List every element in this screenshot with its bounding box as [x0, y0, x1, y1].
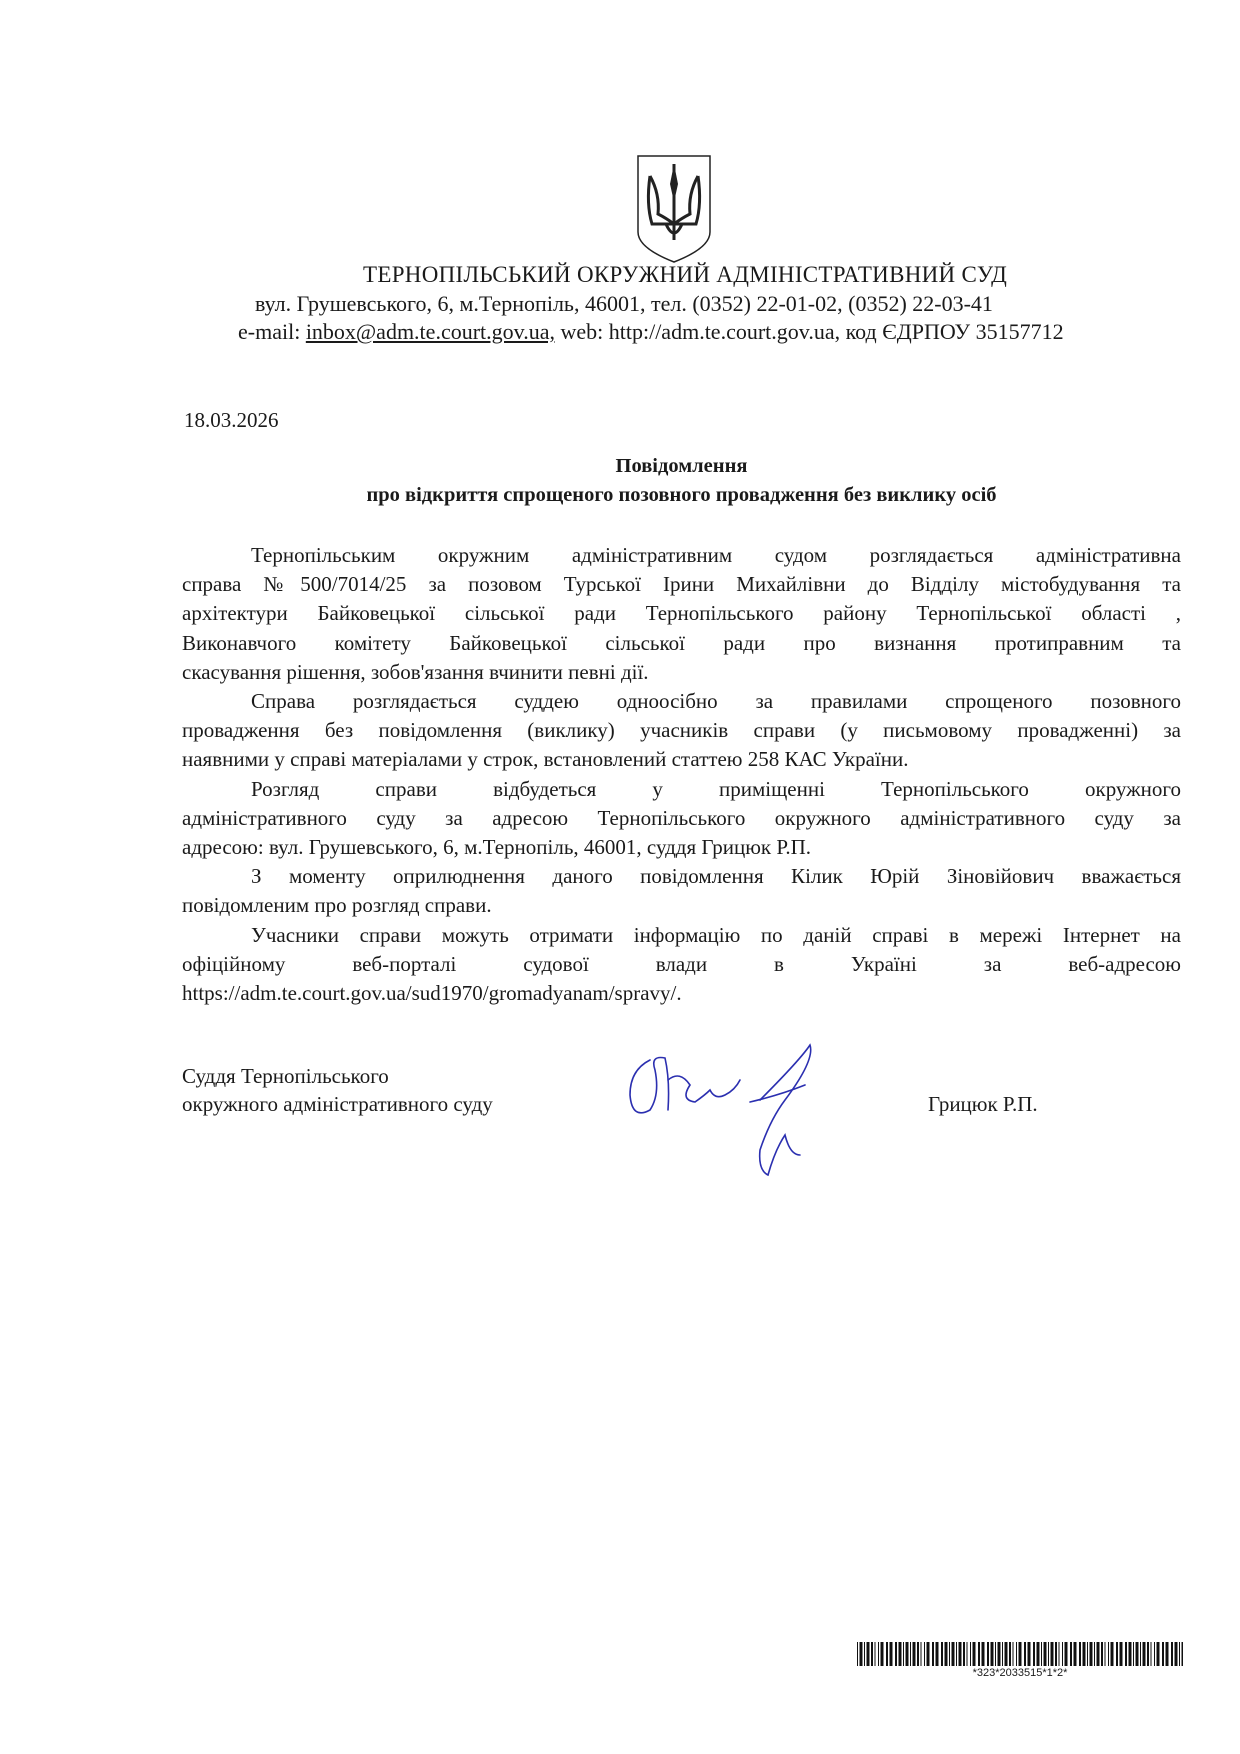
- barcode-bar: [1147, 1642, 1149, 1666]
- coat-of-arms-emblem: [636, 154, 712, 264]
- barcode-bar: [1162, 1642, 1164, 1666]
- paragraph-3-line: адресою: вул. Грушевського, 6, м.Тернопіль, 46001, суддя Грицюк Р.П.: [182, 835, 812, 860]
- barcode-bar: [941, 1642, 943, 1666]
- barcode-bar: [1016, 1642, 1017, 1666]
- barcode-bar: [1120, 1642, 1123, 1666]
- document-body: [182, 541, 1181, 1008]
- barcode-bar: [1136, 1642, 1139, 1666]
- barcode-bar: [995, 1642, 996, 1666]
- barcode-bar: [1059, 1642, 1060, 1666]
- barcode-bar: [1166, 1642, 1169, 1666]
- barcode-bar: [1087, 1642, 1088, 1666]
- document-date: 18.03.2026: [184, 408, 279, 432]
- paragraph-1-line: скасування рішення, зобов'язання вчинити певні дії.: [182, 659, 649, 684]
- barcode-bar: [890, 1642, 893, 1666]
- barcode-bar: [1101, 1642, 1103, 1666]
- barcode-bar: [1133, 1642, 1134, 1666]
- barcode-bar: [1024, 1642, 1026, 1666]
- barcode-bar: [978, 1642, 980, 1666]
- barcode-bar: [860, 1642, 863, 1666]
- barcode-bar: [945, 1642, 948, 1666]
- email-label: e-mail:: [238, 319, 306, 344]
- signer-position-line1: Суддя Тернопільського: [182, 1064, 389, 1088]
- barcode-bar: [867, 1642, 870, 1666]
- barcode-bar: [963, 1642, 965, 1666]
- barcode-bar: [1140, 1642, 1141, 1666]
- paragraph-2-line: наявними у справі матеріалами у строк, встановлений статтею 258 КАС України.: [182, 747, 909, 772]
- barcode-bar: [1002, 1642, 1003, 1666]
- court-name: ТЕРНОПІЛЬСЬКИЙ ОКРУЖНИЙ АДМІНІСТРАТИВНИЙ СУД: [363, 262, 1008, 287]
- paragraph-3-line: Розгляд справи відбудеться у приміщенні Тернопільського окружного: [251, 776, 1181, 801]
- paragraph-5-line: https://adm.te.court.gov.ua/sud1970/gromadyanam/spravy/.: [182, 981, 682, 1006]
- paragraph-1-line: архітектури Байковецької сільської ради Тернопільського району Тернопільської області ,: [182, 601, 1181, 626]
- paragraph-2-line: Справа розглядається суддею одноосібно за правилами спрощеного позовного: [251, 689, 1181, 714]
- barcode-bar: [1051, 1642, 1054, 1666]
- barcode-bar: [921, 1642, 922, 1666]
- signer-name: Грицюк Р.П.: [928, 1092, 1038, 1116]
- barcode-bar: [1090, 1642, 1093, 1666]
- barcode-bar: [913, 1642, 916, 1666]
- barcode-bar: [1182, 1642, 1184, 1666]
- paragraph-4-line: З моменту оприлюднення даного повідомлення Кілик Юрій Зіновійович вважається: [251, 864, 1181, 889]
- barcode-bar: [932, 1642, 934, 1666]
- court-contacts: [238, 319, 1240, 345]
- barcode-bar: [1083, 1642, 1086, 1666]
- email-link[interactable]: inbox@adm.te.court.gov.ua,: [305, 319, 555, 344]
- barcode-bar: [917, 1642, 919, 1666]
- barcode-bar: [973, 1642, 976, 1666]
- barcode-bar: [952, 1642, 955, 1666]
- document-title: Повідомлення: [615, 455, 748, 477]
- barcode-bar: [1094, 1642, 1095, 1666]
- web-and-code: web: http://adm.te.court.gov.ua, код ЄДРПОУ 35157712: [554, 319, 1064, 344]
- paragraph-2-line: провадження без повідомлення (виклику) учасників справи (у письмовому провадженні) за: [182, 718, 1181, 743]
- barcode-bar: [899, 1642, 902, 1666]
- barcode: [857, 1642, 1183, 1666]
- barcode-bar: [857, 1642, 858, 1666]
- handwritten-signature: [610, 1040, 850, 1180]
- document-subtitle: про відкриття спрощеного позовного провадження без виклику осіб: [366, 484, 997, 506]
- barcode-bar: [903, 1642, 904, 1666]
- barcode-bar: [1108, 1642, 1109, 1666]
- barcode-bar: [970, 1642, 971, 1666]
- barcode-bar: [878, 1642, 879, 1666]
- paragraph-3-line: адміністративного суду за адресою Тернопільського окружного адміністративного суду за: [182, 805, 1181, 830]
- barcode-bar: [967, 1642, 968, 1666]
- paragraph-5-line: Учасники справи можуть отримати інформацію по даній справі в мережі Інтернет на: [251, 922, 1181, 947]
- barcode-bar: [1019, 1642, 1022, 1666]
- barcode-bar: [1005, 1642, 1008, 1666]
- barcode-bar: [959, 1642, 962, 1666]
- barcode-bar: [886, 1642, 888, 1666]
- barcode-bar: [1013, 1642, 1014, 1666]
- barcode-bar: [956, 1642, 957, 1666]
- barcode-bar: [1044, 1642, 1047, 1666]
- barcode-bar: [927, 1642, 930, 1666]
- barcode-bar: [1111, 1642, 1114, 1666]
- barcode-bar: [949, 1642, 950, 1666]
- paragraph-1-line: Виконавчого комітету Байковецької сільської ради про визнання протиправним та: [182, 630, 1181, 655]
- barcode-bar: [1070, 1642, 1072, 1666]
- barcode-bar: [1048, 1642, 1049, 1666]
- barcode-bar: [1125, 1642, 1127, 1666]
- barcode-bar: [991, 1642, 994, 1666]
- court-address: вул. Грушевського, 6, м.Тернопіль, 46001, тел. (0352) 22-01-02, (0352) 22-03-41: [255, 291, 993, 316]
- barcode-bar: [1143, 1642, 1146, 1666]
- barcode-bar: [1175, 1642, 1178, 1666]
- barcode-bar: [1009, 1642, 1011, 1666]
- barcode-number: *323*2033515*1*2*: [972, 1667, 1068, 1679]
- signer-position-line2: окружного адміністративного суду: [182, 1092, 493, 1116]
- barcode-bar: [1171, 1642, 1173, 1666]
- barcode-bar: [982, 1642, 985, 1666]
- barcode-bar: [871, 1642, 873, 1666]
- barcode-bar: [1157, 1642, 1160, 1666]
- barcode-bar: [998, 1642, 1001, 1666]
- barcode-bar: [1179, 1642, 1180, 1666]
- barcode-bar: [1097, 1642, 1100, 1666]
- barcode-bar: [936, 1642, 939, 1666]
- barcode-bar: [924, 1642, 925, 1666]
- barcode-bar: [1055, 1642, 1057, 1666]
- barcode-bar: [1062, 1642, 1063, 1666]
- barcode-bar: [881, 1642, 884, 1666]
- barcode-bar: [906, 1642, 909, 1666]
- barcode-bar: [1033, 1642, 1035, 1666]
- barcode-bar: [1154, 1642, 1155, 1666]
- barcode-bar: [1041, 1642, 1042, 1666]
- barcode-bar: [987, 1642, 989, 1666]
- barcode-bar: [895, 1642, 897, 1666]
- barcode-bar: [1129, 1642, 1132, 1666]
- barcode-bar: [1065, 1642, 1068, 1666]
- barcode-bar: [864, 1642, 865, 1666]
- barcode-bar: [1028, 1642, 1031, 1666]
- paragraph-1-line: Тернопільським окружним адміністративним судом розглядається адміністративна: [251, 543, 1181, 567]
- paragraph-1-line: справа №500/7014/25 за позовом Турської Ірини Михайлівни до Відділу містобудування та: [182, 572, 1181, 597]
- barcode-bar: [875, 1642, 876, 1666]
- barcode-bar: [1079, 1642, 1081, 1666]
- barcode-bar: [1105, 1642, 1106, 1666]
- barcode-bar: [1037, 1642, 1040, 1666]
- barcode-bar: [1074, 1642, 1077, 1666]
- paragraph-5-line: офіційному веб-порталі судової влади в Україні за веб-адресою: [182, 951, 1181, 976]
- paragraph-4-line: повідомленим про розгляд справи.: [182, 893, 492, 918]
- barcode-bar: [910, 1642, 911, 1666]
- barcode-bar: [1151, 1642, 1152, 1666]
- barcode-bar: [1116, 1642, 1118, 1666]
